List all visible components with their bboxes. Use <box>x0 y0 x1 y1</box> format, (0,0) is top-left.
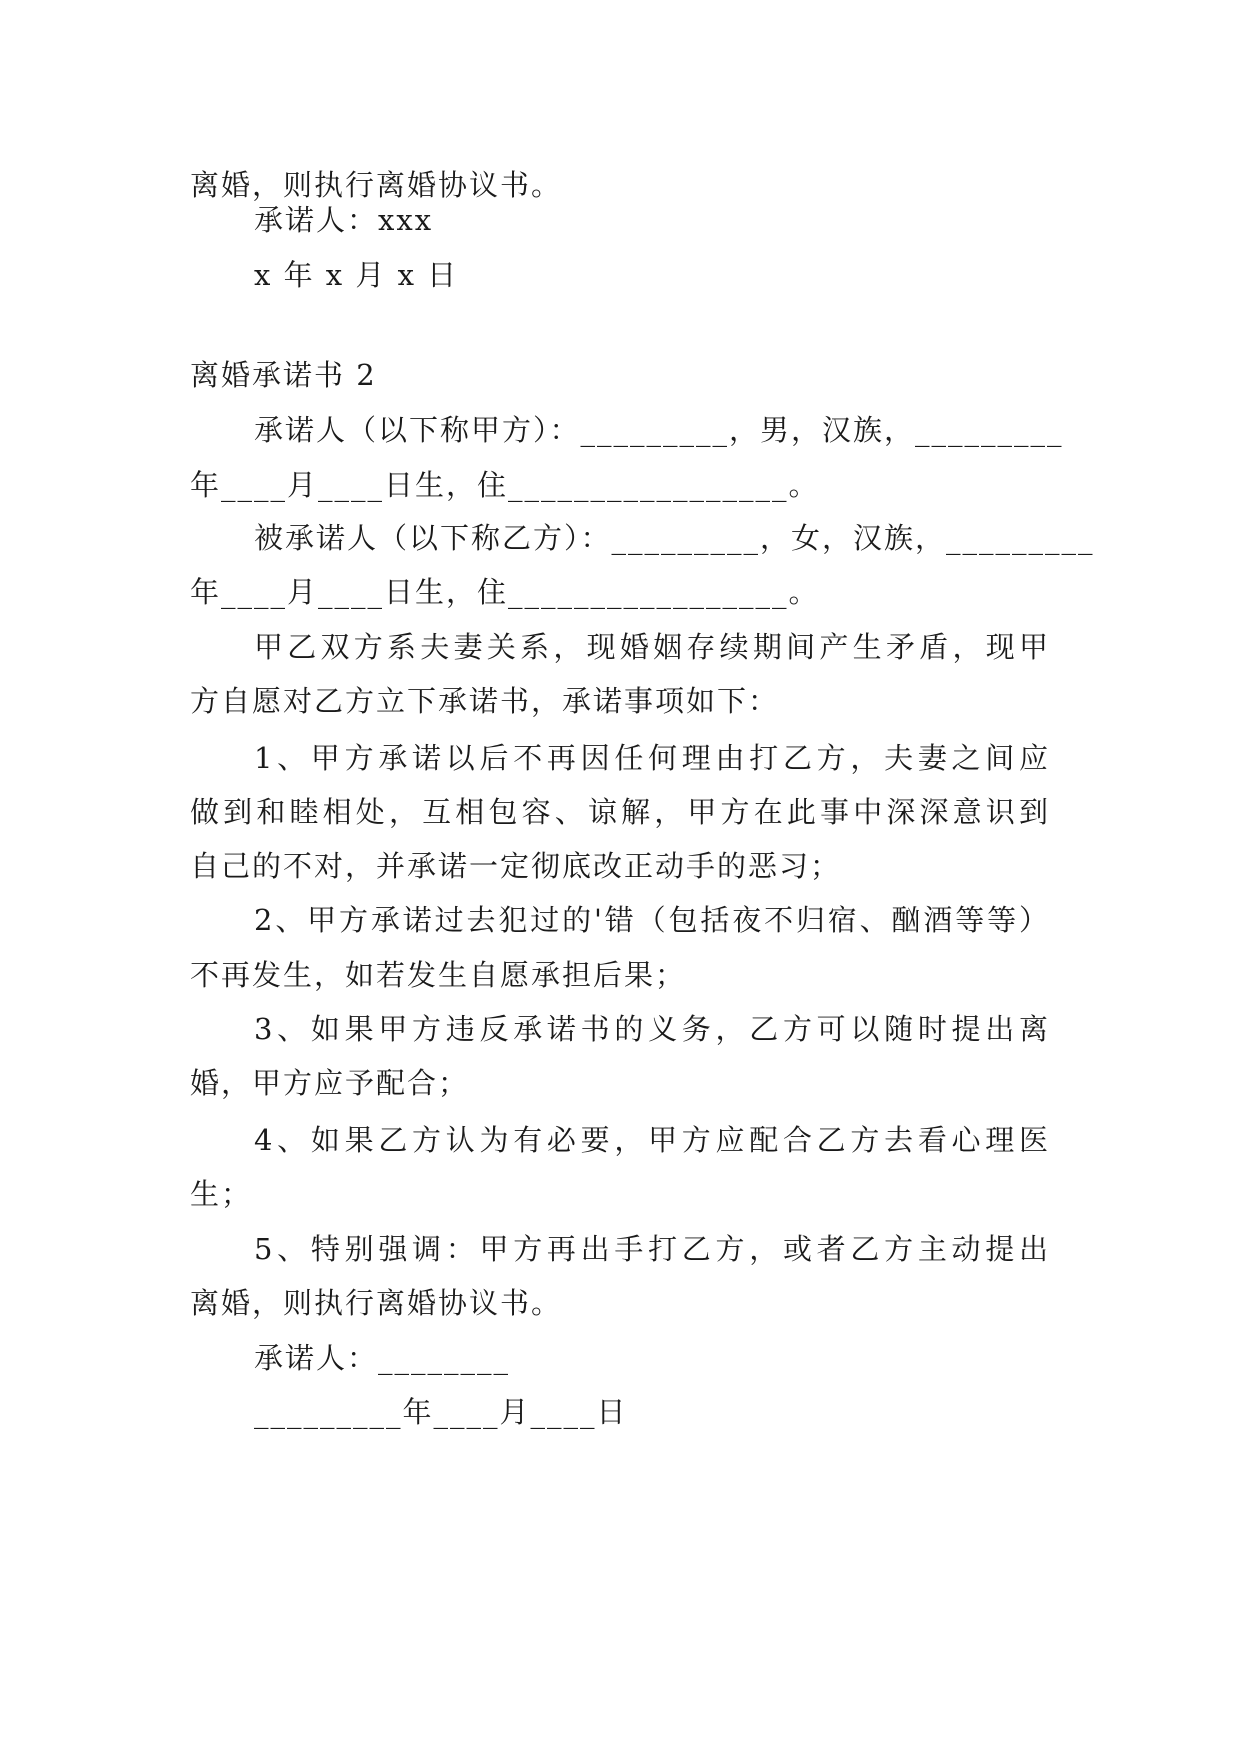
clause-3-line-1: 3、如果甲方违反承诺书的义务，乙方可以随时提出离 <box>254 1012 1050 1046</box>
text-line-prev-clause-end: 离婚，则执行离婚协议书。 <box>190 168 563 202</box>
clause-2-line-1: 2、甲方承诺过去犯过的'错（包括夜不归宿、酗酒等等） <box>254 903 1050 937</box>
date-line-prev: x 年 x 月 x 日 <box>254 258 459 292</box>
signature-line: 承诺人：________ <box>254 1341 511 1375</box>
clause-5-line-1: 5、特别强调：甲方再出手打乙方，或者乙方主动提出 <box>254 1232 1050 1266</box>
intro-line-1: 甲乙双方系夫妻关系，现婚姻存续期间产生矛盾，现甲 <box>254 630 1050 664</box>
section-title: 离婚承诺书 2 <box>190 358 377 392</box>
party-b-line-1: 被承诺人（以下称乙方）：_________，女，汉族，_________ <box>254 521 1095 555</box>
signature-line-prev: 承诺人：xxx <box>254 203 434 237</box>
clause-1-line-3: 自己的不对，并承诺一定彻底改正动手的恶习； <box>190 849 842 883</box>
date-line: _________年____月____日 <box>254 1395 628 1429</box>
party-b-line-2: 年____月____日生，住_________________。 <box>190 575 820 609</box>
party-a-line-2: 年____月____日生，住_________________。 <box>190 468 820 502</box>
clause-2-line-2: 不再发生，如若发生自愿承担后果； <box>190 958 687 992</box>
clause-5-line-2: 离婚，则执行离婚协议书。 <box>190 1286 563 1320</box>
clause-4-line-2: 生； <box>190 1177 253 1211</box>
clause-4-line-1: 4、如果乙方认为有必要，甲方应配合乙方去看心理医 <box>254 1123 1050 1157</box>
clause-3-line-2: 婚，甲方应予配合； <box>190 1066 470 1100</box>
party-a-line-1: 承诺人（以下称甲方）：_________，男，汉族，_________ <box>254 413 1064 447</box>
clause-1-line-1: 1、甲方承诺以后不再因任何理由打乙方，夫妻之间应 <box>254 741 1050 775</box>
intro-line-2: 方自愿对乙方立下承诺书，承诺事项如下： <box>190 684 780 718</box>
clause-1-line-2: 做到和睦相处，互相包容、谅解，甲方在此事中深深意识到 <box>190 795 1050 829</box>
